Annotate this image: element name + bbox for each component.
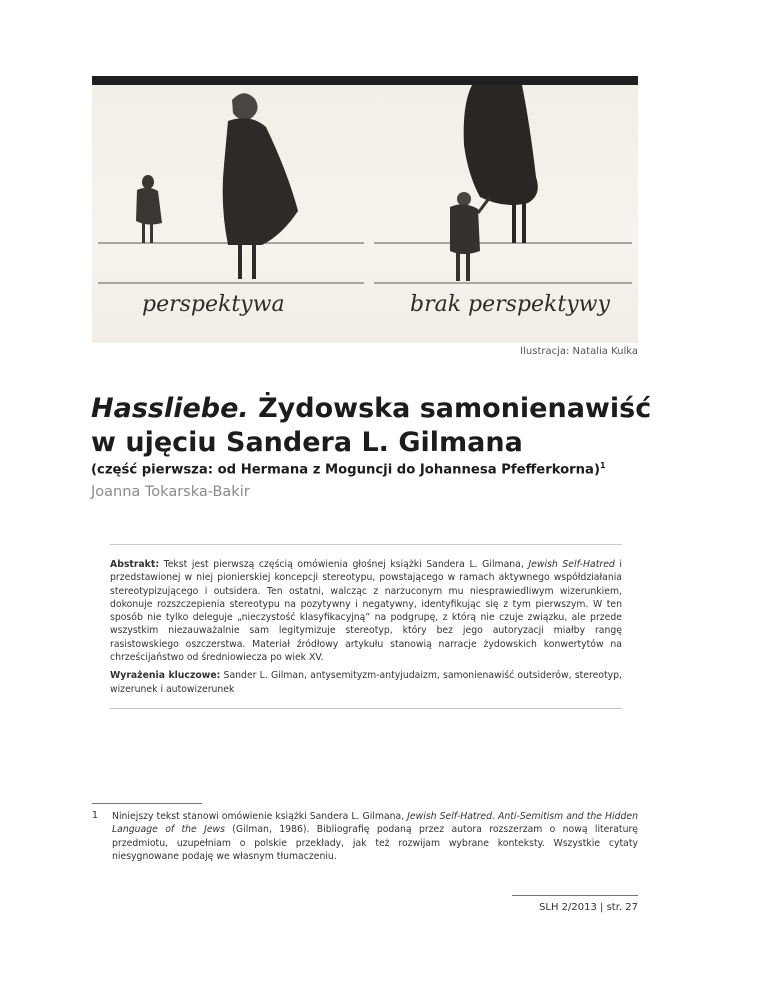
left-adult-figure [223,93,298,279]
article-subtitle [91,461,711,477]
illustration-credit: Ilustracja: Natalia Kulka [520,346,638,357]
footnote [92,810,638,863]
page-number: SLH 2/2013 | str. 27 [539,902,638,913]
abstract-text-1: Tekst jest pierwszą częścią omówienia głośnej książki Sandera L. Gilmana, [159,559,529,570]
abstract-text-2: i przedstawionej w niej pionierskiej koncepcji stereotypu, powstającego w ramach aktywnego współdziałania stereotypizującego i outsidera. Ten ostatni, walcząc z narzuconym mu niesprawiedliwym wizerunkiem, dokonuje rozszczepienia stereotypu na pozytywny i negatywny, identyfikując się z tym pierwszym. W ten sposób nie tylko deleguje „nieczystość klasyfikacyjną” na podgrupę, z którą nie czuje związku, ale przede wszystkim niezauważalnie sam legitymizuje stereotyp, który bez jego autoryzacji miałby rangę rasistowskiego oszczerstwa. Materiał źródłowy artykułu stanowią narracje żydowskich konwertytów na chrześcijaństwo od średniowiecza po wiek XV. [110,559,622,664]
footnote-text [112,810,638,863]
abstract-book-title: Jewish Self-Hatred [528,559,615,570]
title-italic-part: Hassliebe. [91,393,249,424]
keywords-label: Wyrażenia kluczowe: [110,670,221,682]
top-rule [92,76,638,85]
article-title [91,392,691,460]
footnote-text-2: (Gilman, 1986). Bibliografię podaną przez autora rozszerzam o nową literaturę przedmiotu, uzupełniam o polskie przekłady, jak też rozwijam wybrane konteksty. Wszystkie cytaty niesygnowane podaję we własnym tłumaczeniu. [112,824,638,862]
footnote-text-1: Niniejszy tekst stanowi omówienie książki Sandera L. Gilmana, [112,811,408,822]
illustration-drawing [92,85,638,343]
left-child-figure [136,175,162,243]
abstract-box [110,544,622,709]
footnote-book-title: Jewish Self-Hatred. Anti-Semitism and the Hidden Language of the Jews [112,811,638,836]
abstract-label: Abstrakt: [110,559,160,570]
title-line2: w ujęciu Sandera L. Gilmana [91,427,523,458]
subtitle-text: (część pierwsza: od Hermana z Moguncji do Johannesa Pfefferkorna) [91,462,600,478]
page-number-rule [512,895,638,896]
caption-left: perspektywa [142,292,285,317]
title-line1-rest: Żydowska samonienawiść [248,393,652,424]
footnote-number: 1 [92,810,98,821]
author-name: Joanna Tokarska-Bakir [91,484,250,500]
caption-right: brak perspektywy [410,292,610,317]
footnote-mark[interactable]: 1 [600,461,606,470]
keywords-paragraph [110,669,622,696]
footnote-rule [92,803,202,804]
abstract-paragraph [110,558,622,664]
right-child-figure [450,192,490,281]
keywords-text: Sander L. Gilman, antysemityzm-antyjudaizm, samonienawiść outsiderów, stereotyp, wizerunek i autowizerunek [110,670,622,695]
illustration [92,85,638,343]
